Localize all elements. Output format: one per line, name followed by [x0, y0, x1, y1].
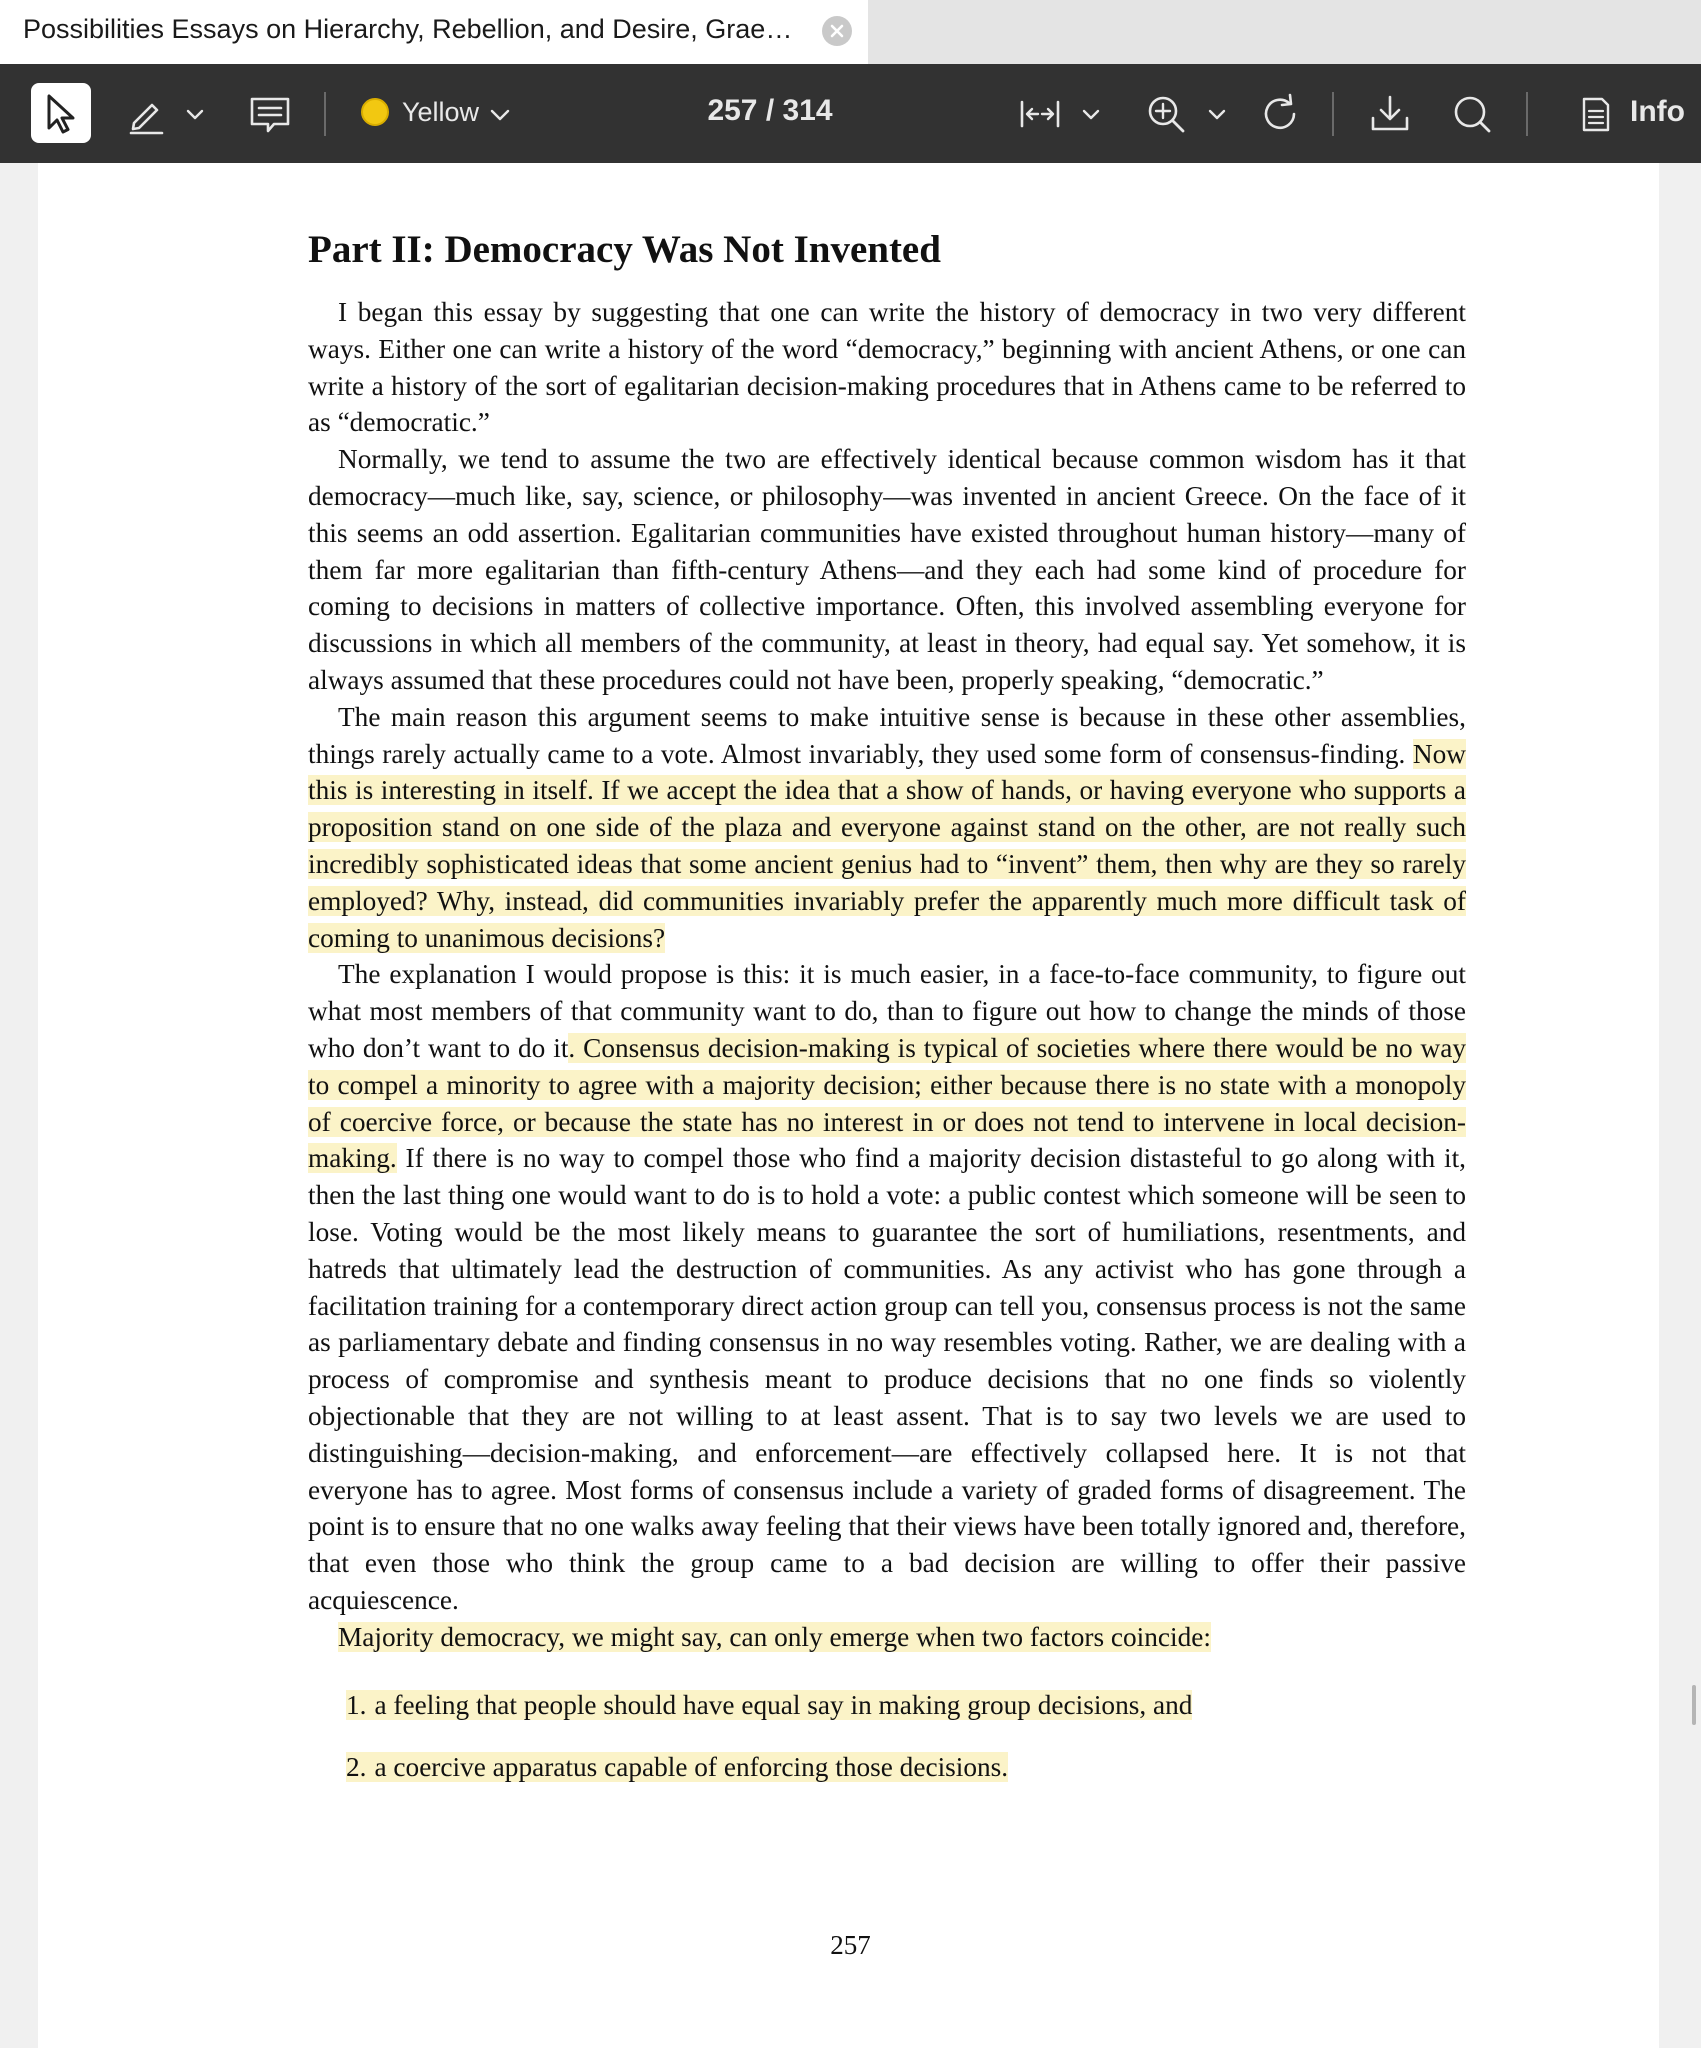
list-number: 1.	[346, 1690, 367, 1721]
highlighter-tool-button[interactable]	[122, 90, 170, 138]
section-heading: Part II: Democracy Was Not Invented	[308, 228, 941, 271]
highlighted-text[interactable]	[346, 1752, 1008, 1782]
pen-icon	[122, 90, 170, 138]
toolbar-divider	[324, 92, 326, 136]
zoom-in-button[interactable]	[1142, 90, 1190, 138]
highlighter-dropdown-chevron-icon[interactable]	[184, 104, 206, 124]
page-content	[308, 226, 1466, 1811]
fit-dropdown-chevron-icon[interactable]	[1080, 104, 1102, 124]
paragraph	[308, 1619, 1466, 1656]
list-item-text: a feeling that people should have equal say in making group decisions, and	[374, 1690, 1193, 1721]
list-number: 2.	[346, 1752, 367, 1783]
fit-width-button[interactable]	[1016, 90, 1064, 138]
page-indicator[interactable]: 257 / 314	[707, 94, 833, 127]
toolbar-divider	[1332, 92, 1334, 136]
text-run: Normally, we tend to assume the two are effectively identical because common wisdom has it that democracy—much like, say, science, or philosophy—was invented in ancient Greece. On the face of it this seems an odd assertion. Egalitarian communities have existed throughout human history—many of them far more egalitarian than fifth-century Athens—and they each had some kind of procedure for coming to decisions in matters of collective importance. Often, this involved assembling everyone for discussions in which all members of the community, at least in theory, had equal say. Yet somehow, it is always assumed that these procedures could not have been, properly speaking, “democratic.”	[308, 444, 1466, 695]
highlighted-text[interactable]: . Consensus decision-making is typical of societies where there would be no way to compel a minority to agree with a majority decision; either because there is no state with a monopoly of coercive force, or because the state has no interest in or does not tend to intervene in local decision-making.	[308, 1032, 1467, 1174]
scrollbar-thumb[interactable]	[1692, 1685, 1696, 1725]
download-button[interactable]	[1366, 90, 1414, 138]
search-button[interactable]	[1448, 90, 1496, 138]
rotate-icon	[1256, 90, 1304, 138]
page-number: 257	[830, 1930, 871, 1960]
highlight-color-label[interactable]: Yellow	[402, 97, 480, 127]
highlighted-text[interactable]	[346, 1690, 1192, 1720]
text-run: The explanation I would propose is this: it is much easier, in a face-to-face community, to figure out what most members of that community want to do, than to figure out how to change the minds of those who don’t want to do it	[308, 959, 1466, 1063]
info-label[interactable]: Info	[1630, 95, 1685, 128]
text-run: The main reason this argument seems to make intuitive sense is because in these other assemblies, things rarely actually came to a vote. Almost invariably, they used some form of consensus-finding.	[308, 701, 1466, 769]
list-item	[346, 1687, 1466, 1724]
rotate-button[interactable]	[1256, 90, 1304, 138]
list-item	[346, 1749, 1466, 1786]
toolbar-divider	[1526, 92, 1528, 136]
body-text	[308, 294, 1466, 1655]
highlight-color-swatch[interactable]	[361, 98, 389, 126]
tab-title: Possibilities Essays on Hierarchy, Rebellion, and Desire, Grae…	[23, 14, 793, 44]
paragraph	[308, 956, 1466, 1618]
paragraph	[308, 441, 1466, 699]
zoom-in-icon	[1142, 90, 1190, 138]
pdf-toolbar	[0, 64, 1701, 163]
tab-close-icon[interactable]	[822, 16, 852, 46]
comment-tool-button[interactable]	[246, 90, 294, 138]
search-icon	[1448, 90, 1496, 138]
paragraph	[308, 294, 1466, 441]
list-item-text: a coercive apparatus capable of enforcing those decisions.	[374, 1752, 1009, 1783]
document-info-icon	[1576, 90, 1616, 138]
download-icon	[1366, 90, 1414, 138]
highlighted-text[interactable]: Majority democracy, we might say, can only emerge when two factors coincide:	[338, 1621, 1211, 1652]
text-run: I began this essay by suggesting that one can write the history of democracy in two very different ways. Either one can write a history of the word “democracy,” beginning with ancient Athens, or one can write a history of the sort of egalitarian decision-making procedures that in Athens came to be referred to as “democratic.”	[308, 297, 1466, 438]
tab-bar	[0, 0, 1701, 64]
text-run: If there is no way to compel those who find a majority decision distasteful to go along with it, then the last thing one would want to do is to hold a vote: a public contest which someone will be seen to lose. Voting would be the most likely means to guarantee the sort of humiliations, resentments, and hatreds that ultimately lead the destruction of communities. As any activist who has gone through a facilitation training for a contemporary direct action group can tell you, consensus process is not the same as parliamentary debate and finding consensus in no way resembles voting. Rather, we are dealing with a process of compromise and synthesis meant to produce decisions that no one finds so violently objectionable that they are not willing to at least assent. That is to say two levels we are used to distinguishing—decision-making, and enforcement—are effectively collapsed here. It is not that everyone has to agree. Most forms of consensus include a variety of graded forms of disagreement. The point is to ensure that no one walks away feeling that their views have been totally ignored and, therefore, that even those who think the group came to a bad decision are willing to offer their passive acquiescence.	[308, 1143, 1466, 1615]
paragraph	[308, 699, 1466, 957]
zoom-dropdown-chevron-icon[interactable]	[1206, 104, 1228, 124]
cursor-arrow-icon	[31, 83, 91, 143]
highlighted-text[interactable]: Now this is interesting in itself. If we accept the idea that a show of hands, or having everyone who supports a proposition stand on one side of the plaza and everyone against stand on the other, are not really such incredibly sophisticated ideas that some ancient genius had to “invent” them, then why are they so rarely employed? Why, instead, did communities invariably prefer the apparently much more difficult task of coming to unanimous decisions?	[308, 738, 1466, 953]
comment-icon	[246, 90, 294, 138]
color-dropdown-chevron-icon[interactable]	[488, 104, 512, 124]
info-button[interactable]	[1576, 90, 1616, 138]
numbered-list	[308, 1687, 1466, 1786]
fit-width-icon	[1016, 90, 1064, 138]
select-tool-button[interactable]	[31, 83, 91, 143]
document-tab[interactable]	[0, 0, 868, 64]
